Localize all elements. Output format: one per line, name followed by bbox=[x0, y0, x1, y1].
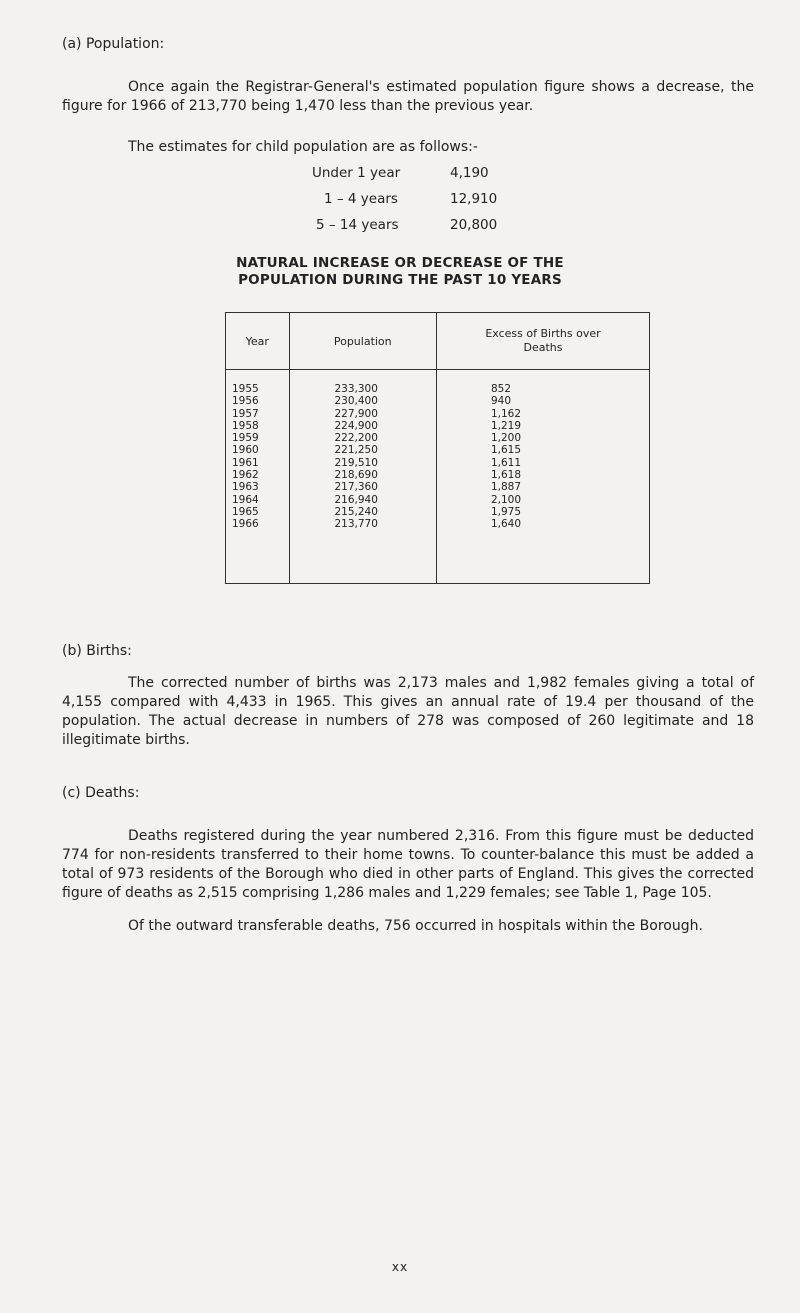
excess-column bbox=[436, 370, 649, 584]
table-cell: 1,618 bbox=[490, 469, 522, 482]
table-cell: 1955 bbox=[232, 383, 259, 395]
table-cell: 218,690 bbox=[334, 469, 378, 482]
estimate-label: Under 1 year bbox=[312, 165, 401, 181]
estimate-label: 1 – 4 years bbox=[324, 191, 398, 207]
table-cell: 233,300 bbox=[334, 383, 378, 395]
table-cell: 1958 bbox=[232, 419, 259, 432]
table-cell: 1956 bbox=[232, 395, 259, 408]
table-title-line1: NATURAL INCREASE OR DECREASE OF THE bbox=[236, 255, 564, 271]
table-cell: 1965 bbox=[232, 505, 259, 518]
table-cell: 1,975 bbox=[490, 505, 522, 518]
table-cell: 1,162 bbox=[490, 407, 522, 420]
page-number: xx bbox=[391, 1260, 409, 1274]
estimate-value: 20,800 bbox=[450, 217, 498, 233]
header-excess: Excess of Births over Deaths bbox=[436, 313, 649, 370]
deaths-paragraph-2: Of the outward transferable deaths, 756 occurred in hospitals within the Borough. bbox=[128, 918, 703, 934]
table-cell: 1961 bbox=[232, 456, 259, 469]
header-year: Year bbox=[226, 313, 290, 370]
table-cell: 230,400 bbox=[334, 395, 378, 408]
estimate-value: 4,190 bbox=[450, 165, 489, 181]
births-heading: (b) Births: bbox=[62, 643, 132, 659]
table-cell: 1,615 bbox=[490, 444, 522, 457]
estimate-value: 12,910 bbox=[450, 191, 498, 207]
table-cell: 221,250 bbox=[334, 444, 378, 457]
table-cell: 217,360 bbox=[334, 481, 378, 494]
table-cell: 1,200 bbox=[490, 432, 522, 445]
table-cell: 1964 bbox=[232, 493, 259, 506]
population-column bbox=[289, 370, 436, 584]
table-cell: 1,887 bbox=[490, 481, 522, 494]
table-cell: 1962 bbox=[232, 469, 259, 482]
births-paragraph: The corrected number of births was 2,173 males and 1,982 females giving a total of 4,155 compared with 4,433 in 1965. This gives an annual rate of 19.4 per thousand of the population. The actual decrease in numbers of 278 was composed of 260 legitimate and 18 illegitimate births. bbox=[62, 675, 754, 748]
table-header-row bbox=[226, 313, 650, 370]
table-cell: 1966 bbox=[232, 518, 259, 531]
table-cell: 852 bbox=[490, 383, 512, 395]
table-cell: 1,219 bbox=[490, 419, 522, 432]
population-table bbox=[225, 312, 650, 584]
table-title-line2: POPULATION DURING THE PAST 10 YEARS bbox=[238, 272, 562, 288]
estimates-intro: The estimates for child population are as follows:- bbox=[128, 139, 478, 155]
population-paragraph: Once again the Registrar-General's estimated population figure shows a decrease, the figure for 1966 of 213,770 being 1,470 less than the previous year. bbox=[62, 79, 754, 114]
deaths-paragraph: Deaths registered during the year numbered 2,316. From this figure must be deducted 774 for non-residents transferred to their home towns. To counter-balance this must be added a total of 973 residents of the Borough who died in other parts of England. This gives the corrected figure of deaths as 2,515 comprising 1,286 males and 1,229 females; see Table 1, Page 105. bbox=[62, 828, 754, 901]
table-cell: 1963 bbox=[232, 481, 259, 494]
deaths-heading: (c) Deaths: bbox=[62, 785, 140, 801]
estimate-label: 5 – 14 years bbox=[316, 217, 399, 233]
table-cell: 1,640 bbox=[490, 518, 522, 531]
table-cell: 222,200 bbox=[334, 432, 378, 445]
table-cell: 1,611 bbox=[490, 456, 522, 469]
table-body-row bbox=[226, 370, 650, 584]
table-cell: 2,100 bbox=[490, 493, 522, 506]
year-column bbox=[226, 370, 290, 584]
table-cell: 219,510 bbox=[334, 456, 378, 469]
table-cell: 224,900 bbox=[334, 419, 378, 432]
table-cell: 1960 bbox=[232, 444, 259, 457]
table-cell: 1959 bbox=[232, 432, 259, 445]
table-cell: 227,900 bbox=[334, 407, 378, 420]
table-cell: 940 bbox=[490, 395, 512, 408]
table-cell: 216,940 bbox=[334, 493, 378, 506]
table-cell: 215,240 bbox=[334, 505, 378, 518]
header-population: Population bbox=[289, 313, 436, 370]
population-heading: (a) Population: bbox=[62, 36, 165, 52]
table-cell: 213,770 bbox=[334, 518, 378, 531]
table-cell: 1957 bbox=[232, 407, 259, 420]
